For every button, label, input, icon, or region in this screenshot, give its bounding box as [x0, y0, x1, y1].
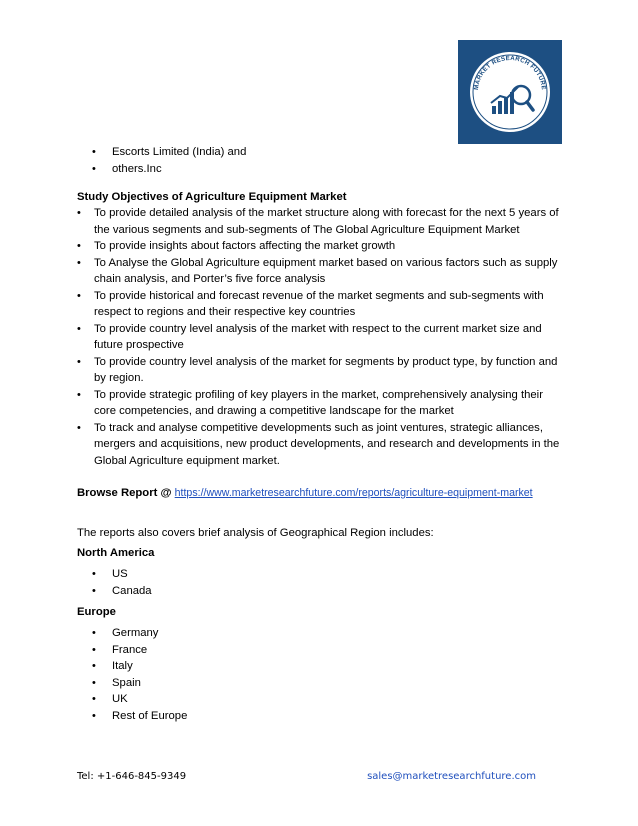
list-item: • others.Inc: [77, 161, 567, 178]
list-item: • Germany: [77, 625, 567, 642]
page-footer: [77, 771, 536, 782]
list-item: • France: [77, 642, 567, 659]
list-item: • To provide historical and forecast revenue of the market segments and sub-segments with respect to regions and their respective key countries: [77, 288, 567, 321]
list-item: • To provide strategic profiling of key players in the market, comprehensively analysing their core competencies, and drawing a competitive landscape for the market: [77, 387, 567, 420]
list-item: • Canada: [77, 583, 567, 600]
list-item: • Rest of Europe: [77, 708, 567, 725]
document-body: [77, 0, 567, 724]
list-item: • To track and analyse competitive developments such as joint ventures, strategic alliances, mergers and acquisitions, new product developments, and research and developments in the Global Agriculture equipment market.: [77, 420, 567, 470]
study-objectives-heading: Study Objectives of Agriculture Equipment Market: [77, 191, 347, 203]
list-item: • Escorts Limited (India) and: [77, 144, 567, 161]
list-item: • To provide insights about factors affecting the market growth: [77, 238, 567, 255]
north-america-heading: North America: [77, 547, 155, 559]
browse-report: [77, 485, 567, 501]
list-item: • To provide detailed analysis of the market structure along with forecast for the next 5 years of the various segments and sub-segments of The Global Agriculture Equipment Market: [77, 205, 567, 238]
north-america-list: [77, 566, 567, 599]
logo-text: MARKET RESEARCH FUTURE: [472, 54, 547, 91]
europe-list: [77, 625, 567, 724]
footer-email-link[interactable]: sales@marketresearchfuture.com: [367, 771, 536, 782]
list-item: • US: [77, 566, 567, 583]
list-item: • UK: [77, 691, 567, 708]
study-objectives-list: [77, 205, 567, 469]
list-item: • To provide country level analysis of the market for segments by product type, by function and by region.: [77, 354, 567, 387]
list-item: • To provide country level analysis of the market with respect to the current market size and future prospective: [77, 321, 567, 354]
list-item: • Italy: [77, 658, 567, 675]
footer-telephone: Tel: +1-646-845-9349: [77, 771, 187, 782]
browse-report-label: Browse Report @: [77, 487, 172, 499]
company-list: [77, 144, 567, 177]
browse-report-link[interactable]: https://www.marketresearchfuture.com/reports/agriculture-equipment-market: [174, 487, 533, 499]
list-item: • To Analyse the Global Agriculture equipment market based on various factors such as supply chain analysis, and Porter’s five force analysis: [77, 255, 567, 288]
list-item: • Spain: [77, 675, 567, 692]
europe-heading: Europe: [77, 606, 116, 618]
geo-intro-text: The reports also covers brief analysis of Geographical Region includes:: [77, 527, 434, 539]
